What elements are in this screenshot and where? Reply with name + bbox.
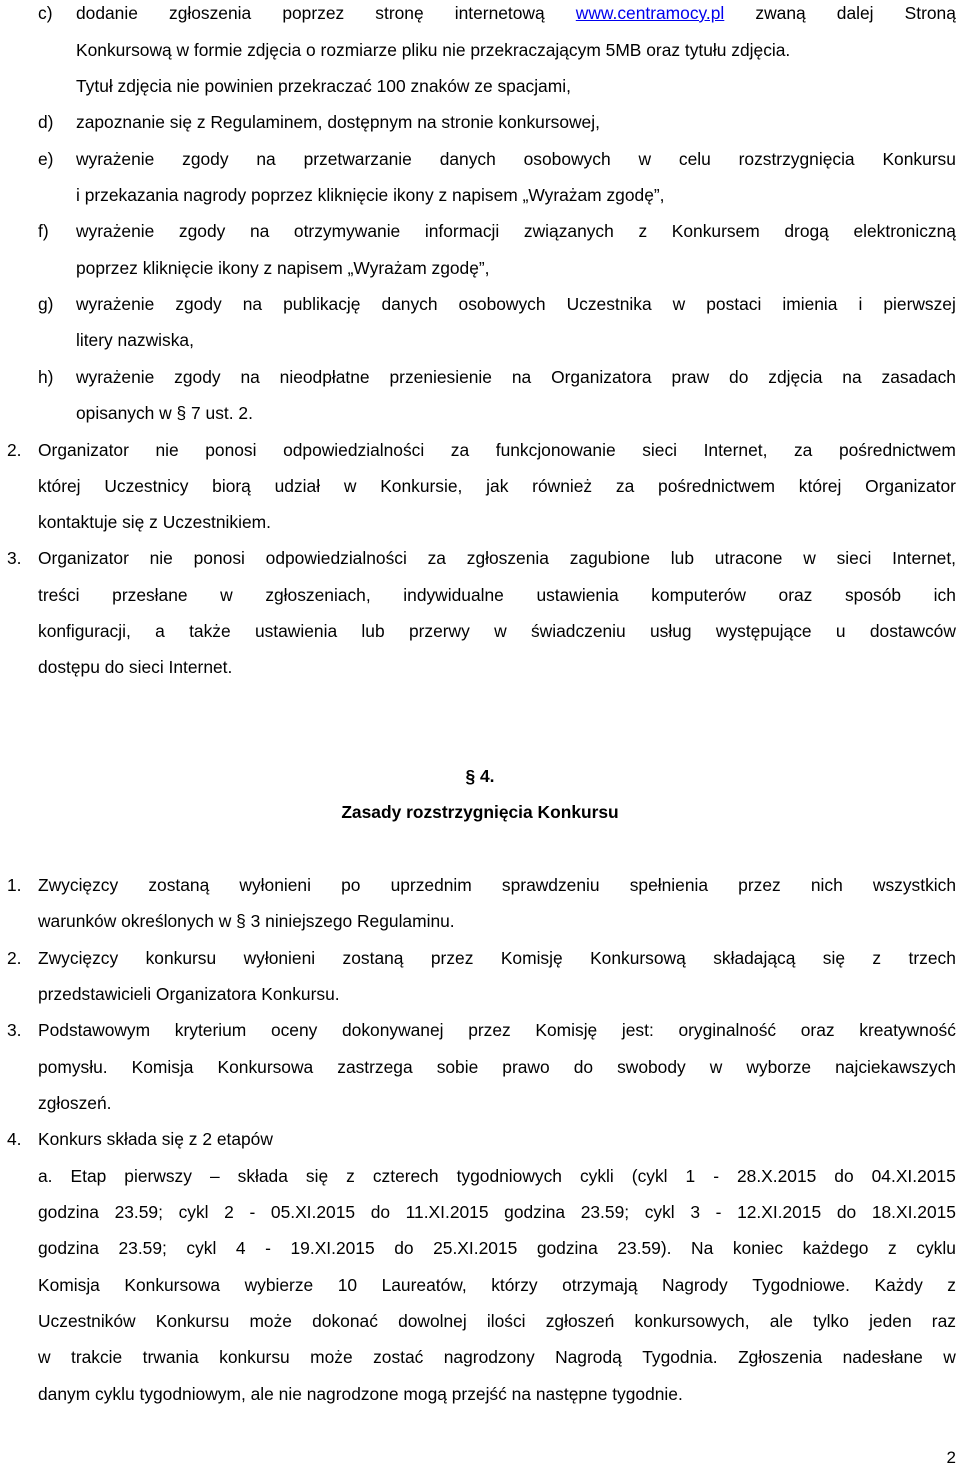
word: celu	[678, 149, 711, 169]
word: internetową	[454, 3, 545, 23]
word: godzina	[504, 1202, 566, 1222]
word: Podstawowym	[38, 1020, 151, 1040]
word: otrzymywanie	[293, 221, 401, 241]
word: Laureatów,	[381, 1275, 467, 1295]
word: zgody	[175, 294, 222, 314]
word: sieci	[836, 548, 872, 568]
word: Konkursowa	[217, 1057, 314, 1077]
word: odpowiedzialności	[283, 440, 425, 460]
word: się	[305, 1166, 329, 1186]
word: nadesłane	[842, 1347, 923, 1367]
rule-3-line-3: zgłoszeń.	[38, 1093, 112, 1113]
word: prawo	[502, 1057, 550, 1077]
rule-3-line-2	[38, 1057, 956, 1079]
word: 23.59;	[580, 1202, 630, 1222]
word: 18.XI.2015	[871, 1202, 956, 1222]
word: każdego	[802, 1238, 869, 1258]
word: swobody	[617, 1057, 686, 1077]
word: trzech	[908, 948, 956, 968]
word: w	[343, 476, 357, 496]
word: wyrażenie	[76, 367, 155, 387]
word: wyrażenie	[76, 221, 155, 241]
word: oceny	[270, 1020, 318, 1040]
word: cyklu	[916, 1238, 956, 1258]
point-2-line-3: kontaktuje się z Uczestnikiem.	[38, 512, 271, 532]
word: trakcie	[70, 1347, 123, 1367]
word: z	[887, 1238, 897, 1258]
word: usług	[650, 621, 692, 641]
word: biorą	[212, 476, 251, 496]
word: przez	[430, 948, 474, 968]
word: Konkursem	[671, 221, 760, 241]
word: z	[346, 1166, 355, 1186]
word: drogą	[784, 221, 829, 241]
word: zgody	[182, 149, 229, 169]
point-2-line-1	[38, 440, 956, 462]
item-d-line-1: zapoznanie się z Regulaminem, dostępnym na stronie konkursowej,	[76, 112, 600, 132]
item-e-line-2: i przekazania nagrody poprzez kliknięcie ikony z napisem „Wyrażam zgodę”,	[76, 185, 665, 205]
word: udział	[274, 476, 321, 496]
word: której	[798, 476, 842, 496]
word: w	[494, 621, 507, 641]
word: sieci	[642, 440, 678, 460]
word: 2	[224, 1202, 234, 1222]
word: 23.59).	[617, 1238, 672, 1258]
word: 19.XI.2015	[290, 1238, 375, 1258]
word: oraz	[778, 585, 813, 605]
word: utracone	[714, 548, 783, 568]
word: Tygodniowe.	[752, 1275, 850, 1295]
word: której	[38, 476, 81, 496]
word: 28.X.2015	[737, 1166, 817, 1186]
word: nagrodzony	[443, 1347, 535, 1367]
word: się	[822, 948, 846, 968]
word: zgłoszeń	[545, 1311, 615, 1331]
word: Tygodnia.	[642, 1347, 718, 1367]
word: dodanie	[76, 3, 138, 23]
point-2-number: 2.	[7, 440, 22, 460]
word: dostawców	[869, 621, 956, 641]
word: zgłoszenia	[466, 548, 549, 568]
word: kreatywność	[859, 1020, 956, 1040]
word: Konkursowa	[124, 1275, 221, 1295]
word: Internet,	[703, 440, 768, 460]
word: –	[209, 1166, 220, 1186]
word: zagubione	[569, 548, 650, 568]
word: uprzednim	[390, 875, 472, 895]
word: zostaną	[148, 875, 210, 895]
word: przerwy	[408, 621, 470, 641]
word: do	[370, 1202, 391, 1222]
word: zdjęcia	[768, 367, 823, 387]
word: otrzymają	[562, 1275, 638, 1295]
word: dokonać	[312, 1311, 378, 1331]
word: do	[729, 367, 749, 387]
word: pośrednictwem	[658, 476, 776, 496]
word: konkursu	[145, 948, 217, 968]
item-c-label: c)	[38, 3, 53, 23]
stage-a-line-5	[38, 1311, 956, 1333]
word: którzy	[491, 1275, 538, 1295]
rule-3-number: 3.	[7, 1020, 22, 1040]
word: lub	[670, 548, 694, 568]
word: -	[713, 1166, 719, 1186]
item-d-label: d)	[38, 112, 54, 132]
word: godzina	[38, 1238, 99, 1258]
word: komputerów	[651, 585, 746, 605]
word: danych	[381, 294, 438, 314]
item-h-line-2: opisanych w § 7 ust. 2.	[76, 403, 253, 423]
word: nieodpłatne	[279, 367, 370, 387]
word: na	[249, 221, 270, 241]
word: także	[189, 621, 231, 641]
item-f-line-1	[76, 221, 956, 243]
word: w	[672, 294, 686, 314]
word: nie	[155, 440, 179, 460]
word: praw	[671, 367, 710, 387]
rule-1-line-1	[38, 875, 956, 897]
word: składającą	[713, 948, 796, 968]
word: elektroniczną	[853, 221, 956, 241]
point-3-line-3	[38, 621, 956, 643]
item-e-line-1	[76, 149, 956, 171]
word: do	[394, 1238, 414, 1258]
word: wyrażenie	[76, 294, 155, 314]
word: świadczeniu	[530, 621, 626, 641]
word: za	[793, 440, 813, 460]
word: 10	[337, 1275, 358, 1295]
word: a	[155, 621, 165, 641]
word: zgłoszeniach,	[265, 585, 371, 605]
word: konkursu	[219, 1347, 290, 1367]
word: może	[249, 1311, 292, 1331]
word: indywidualne	[403, 585, 504, 605]
word: pierwszej	[883, 294, 956, 314]
word: po	[341, 875, 361, 895]
word: do	[834, 1166, 854, 1186]
word: na	[242, 294, 263, 314]
word: czterech	[372, 1166, 439, 1186]
word: 4	[235, 1238, 246, 1258]
item-h-line-1	[76, 367, 956, 389]
word: najciekawszych	[835, 1057, 956, 1077]
word: 1	[685, 1166, 696, 1186]
word: wyborze	[746, 1057, 812, 1077]
word: przetwarzanie	[303, 149, 412, 169]
point-2-line-2	[38, 476, 956, 498]
word: Nagrody	[662, 1275, 728, 1295]
word: danych	[439, 149, 496, 169]
word: również	[532, 476, 593, 496]
item-c-line-3: Tytuł zdjęcia nie powinien przekraczać 100 znaków ze spacjami,	[76, 76, 571, 96]
word: konfiguracji,	[38, 621, 131, 641]
word: nie	[149, 548, 173, 568]
word: Stroną	[904, 3, 956, 23]
item-f-label: f)	[38, 221, 49, 241]
rule-2-line-1	[38, 948, 956, 970]
rule-3-line-1	[38, 1020, 956, 1042]
word: 11.XI.2015	[405, 1202, 489, 1222]
word: Zwycięzcy	[38, 875, 119, 895]
word: (cykl	[631, 1166, 668, 1186]
word: Komisja	[131, 1057, 194, 1077]
section-title: Zasady rozstrzygnięcia Konkursu	[341, 802, 619, 822]
word: w	[220, 585, 233, 605]
word: dokonywanej	[342, 1020, 444, 1040]
word: w	[638, 149, 652, 169]
word: sobie	[436, 1057, 479, 1077]
item-e-label: e)	[38, 149, 54, 169]
word: -	[249, 1202, 256, 1222]
word: Konkursową	[590, 948, 686, 968]
word: publikację	[283, 294, 361, 314]
stage-a-line-4	[38, 1275, 956, 1297]
word: Każdy	[874, 1275, 923, 1295]
word: w	[38, 1347, 51, 1367]
contest-website-link[interactable]: www.centramocy.pl	[575, 3, 725, 23]
word: sposób	[844, 585, 902, 605]
word: odpowiedzialności	[265, 548, 407, 568]
word: Uczestnicy	[104, 476, 189, 496]
word: Uczestników	[38, 1311, 136, 1331]
rule-2-line-2: przedstawicieli Organizatora Konkursu.	[38, 984, 340, 1004]
word: spełnienia	[629, 875, 709, 895]
word: dowolnej	[398, 1311, 467, 1331]
word: ponosi	[205, 440, 257, 460]
word: zgody	[178, 221, 226, 241]
point-3-line-4: dostępu do sieci Internet.	[38, 657, 233, 677]
word: konkursowych,	[634, 1311, 750, 1331]
word: Konkursu	[882, 149, 956, 169]
word: zwaną	[755, 3, 806, 23]
word: kryterium	[174, 1020, 247, 1040]
word: w	[709, 1057, 723, 1077]
word: do	[573, 1057, 594, 1077]
word: przez	[468, 1020, 511, 1040]
word: -	[265, 1238, 271, 1258]
word: zasadach	[881, 367, 956, 387]
word: wszystkich	[872, 875, 956, 895]
word: wyłonieni	[239, 875, 311, 895]
item-h-label: h)	[38, 367, 54, 387]
word: do	[836, 1202, 857, 1222]
word: jak	[486, 476, 509, 496]
rule-4-number: 4.	[7, 1129, 22, 1149]
word: 25.XI.2015	[433, 1238, 518, 1258]
word: Nagrodą	[555, 1347, 622, 1367]
word: dalej	[836, 3, 874, 23]
stage-a-line-1	[38, 1166, 956, 1188]
section-number: § 4.	[465, 766, 495, 786]
word: Konkursie,	[380, 476, 463, 496]
word: z	[638, 221, 648, 241]
word: zastrzega	[337, 1057, 413, 1077]
word: ich	[933, 585, 956, 605]
word: 04.XI.2015	[871, 1166, 956, 1186]
word: może	[310, 1347, 353, 1367]
word: pierwszy	[124, 1166, 192, 1186]
word: na	[240, 367, 260, 387]
word: ale	[769, 1311, 793, 1331]
word: za	[427, 548, 446, 568]
word: cykl	[186, 1238, 217, 1258]
word: zostać	[373, 1347, 424, 1367]
item-g-line-1	[76, 294, 956, 316]
word: godzina	[536, 1238, 598, 1258]
rule-1-line-2: warunków określonych w § 3 niniejszego Regulaminu.	[38, 911, 455, 931]
word: 3	[690, 1202, 700, 1222]
word: tylko	[813, 1311, 849, 1331]
word: wybierze	[244, 1275, 314, 1295]
word: lub	[361, 621, 385, 641]
word: 23.59;	[114, 1202, 163, 1222]
word: poprzez	[282, 3, 345, 23]
word: na	[256, 149, 276, 169]
word: przesłane	[112, 585, 188, 605]
word: ilości	[486, 1311, 526, 1331]
word: u	[835, 621, 846, 641]
word: informacji	[424, 221, 500, 241]
word: trwania	[142, 1347, 199, 1367]
word: Organizator	[38, 440, 129, 460]
word: Konkursu	[155, 1311, 230, 1331]
page-number: 2	[946, 1448, 956, 1467]
word: jeden	[869, 1311, 912, 1331]
word: -	[715, 1202, 722, 1222]
word: raz	[931, 1311, 956, 1331]
word: cykl	[644, 1202, 675, 1222]
word: Organizator	[38, 548, 129, 568]
word: oraz	[800, 1020, 835, 1040]
word: z	[947, 1275, 956, 1295]
word: Komisja	[38, 1275, 100, 1295]
item-f-line-2: poprzez kliknięcie ikony z napisem „Wyrażam zgodę”,	[76, 258, 490, 278]
word: sprawdzeniu	[501, 875, 600, 895]
word: Zgłoszenia	[738, 1347, 823, 1367]
rule-4-line-1: Konkurs składa się z 2 etapów	[38, 1129, 273, 1149]
item-g-line-2: litery nazwiska,	[76, 330, 194, 350]
word: i	[858, 294, 863, 314]
word: związanych	[523, 221, 614, 241]
word: postaci	[706, 294, 762, 314]
word: przeniesienie	[389, 367, 492, 387]
point-3-line-1	[38, 548, 956, 570]
word: w	[943, 1347, 956, 1367]
stage-a-line-2	[38, 1202, 956, 1224]
stage-a-line-7: danym cyklu tygodniowym, ale nie nagrodzone mogą przejść na następne tygodnie.	[38, 1384, 683, 1404]
word: w	[803, 548, 816, 568]
word: Uczestnika	[566, 294, 652, 314]
word: 23.59;	[118, 1238, 167, 1258]
word: osobowych	[458, 294, 546, 314]
word: Komisję	[500, 948, 563, 968]
word: zostaną	[342, 948, 404, 968]
word: 05.XI.2015	[270, 1202, 356, 1222]
word: Na	[691, 1238, 714, 1258]
word: pośrednictwem	[838, 440, 956, 460]
word: treści	[38, 585, 80, 605]
word: ustawienia	[536, 585, 619, 605]
word: wyłonieni	[243, 948, 316, 968]
word: za	[450, 440, 470, 460]
word: Zwycięzcy	[38, 948, 119, 968]
word: wyrażenie	[76, 149, 155, 169]
word: stronę	[375, 3, 424, 23]
stage-a-line-3	[38, 1238, 956, 1260]
item-g-label: g)	[38, 294, 54, 314]
word: Etap	[70, 1166, 107, 1186]
word: Komisję	[535, 1020, 598, 1040]
word: ponosi	[193, 548, 245, 568]
word: Internet,	[892, 548, 956, 568]
word: przez	[738, 875, 781, 895]
point-3-line-2	[38, 585, 956, 607]
word: za	[615, 476, 635, 496]
word: z	[872, 948, 882, 968]
word: nich	[810, 875, 843, 895]
word: ustawienia	[254, 621, 338, 641]
word: koniec	[732, 1238, 784, 1258]
word: pomysłu.	[38, 1057, 108, 1077]
rule-2-number: 2.	[7, 948, 22, 968]
word: rozstrzygnięcia	[738, 149, 855, 169]
word: Organizatora	[551, 367, 652, 387]
word: cykl	[178, 1202, 209, 1222]
item-c-line-1	[76, 3, 956, 25]
point-3-number: 3.	[7, 548, 22, 568]
word: zgody	[174, 367, 221, 387]
word: składa	[237, 1166, 288, 1186]
word: zgłoszenia	[169, 3, 252, 23]
word: tygodniowych	[456, 1166, 562, 1186]
item-c-line-2: Konkursową w formie zdjęcia o rozmiarze pliku nie przekraczającym 5MB oraz tytułu zdjęcia.	[76, 40, 791, 60]
word: na	[842, 367, 862, 387]
word: osobowych	[523, 149, 611, 169]
word: Organizator	[865, 476, 956, 496]
word: jest:	[621, 1020, 654, 1040]
stage-a-line-6	[38, 1347, 956, 1369]
word: 12.XI.2015	[737, 1202, 822, 1222]
word: na	[511, 367, 532, 387]
word: występujące	[715, 621, 812, 641]
rule-1-number: 1.	[7, 875, 22, 895]
word: oryginalność	[678, 1020, 777, 1040]
word: cykli	[579, 1166, 614, 1186]
word: godzina	[38, 1202, 99, 1222]
word: funkcjonowanie	[495, 440, 616, 460]
word: imienia	[782, 294, 838, 314]
word: a.	[38, 1166, 53, 1186]
